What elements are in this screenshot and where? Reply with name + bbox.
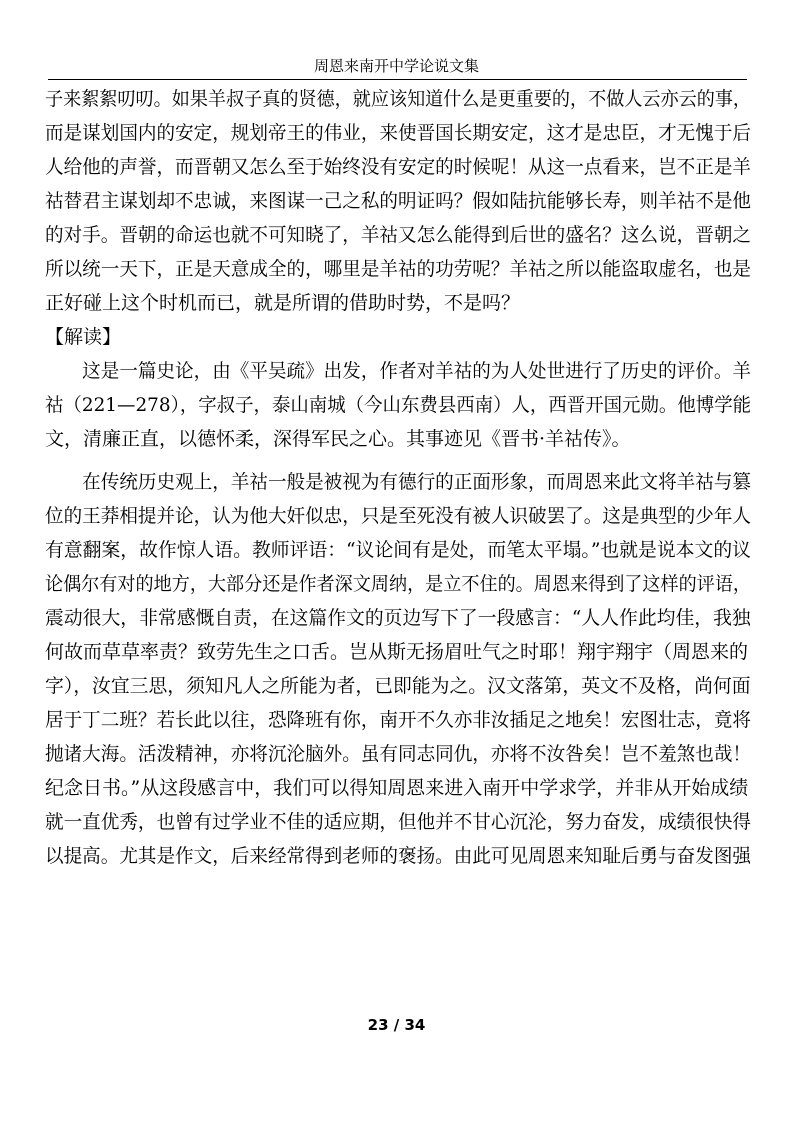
text-line: 有意翻案，故作惊人语。教师评语：“议论间有是处，而笔太平塌。”也就是说本文的议 (45, 539, 751, 561)
commentary-paragraph-1 (45, 354, 755, 456)
text-line: 这是一篇史论，由《平吴疏》出发，作者对羊祜的为人处世进行了历史的评价。羊 (45, 360, 751, 382)
text-line: 所以统一天下，正是天意成全的，哪里是羊祜的功劳呢？羊祜之所以能盗取虚名，也是 (45, 258, 751, 280)
header-rule (48, 79, 747, 80)
text-line: 子来絮絮叨叨。如果羊叔子真的贤德，就应该知道什么是更重要的，不做人云亦云的事， (45, 88, 752, 110)
running-title: 周恩来南开中学论说文集 (313, 57, 479, 75)
text-line: 人给他的声誉，而晋朝又怎么至于始终没有安定的时候呢！从这一点看来，岂不正是羊 (45, 156, 751, 178)
text-line: 何故而草草率责？致劳先生之口舌。岂从斯无扬眉吐气之时耶！翔宇翔宇（周恩来的 (45, 641, 749, 663)
text-line: 祜（221—278），字叔子，泰山南城（今山东费县西南）人，西晋开国元勋。他博学能 (45, 394, 752, 416)
section-heading: 【解读】 (45, 326, 122, 348)
text-line: 抛诸大海。活泼精神，亦将沉沦脑外。虽有同志同仇，亦将不汝咎矣！岂不羞煞也哉！ (45, 743, 751, 765)
text-line: 居于丁二班？若长此以往，恐降班有你，南开不久亦非汝插足之地矣！宏图壮志，竟将 (45, 709, 751, 731)
text-line: 而是谋划国内的安定，规划帝王的伟业，来使晋国长期安定，这才是忠臣，才无愧于后 (45, 122, 751, 144)
text-line: 祜替君主谋划却不忠诚，来图谋一己之私的明证吗？假如陆抗能够长寿，则羊祜不是他 (45, 190, 751, 212)
paragraph-gap (45, 456, 755, 465)
text-line: 以提高。尤其是作文，后来经常得到老师的褒扬。由此可见周恩来知耻后勇与奋发图强 (45, 845, 751, 867)
text-line: 字），汝宜三思，须知凡人之所能为者，已即能为之。汉文落第，英文不及格，尚何面 (45, 675, 751, 697)
page-number: 23 / 34 (367, 1016, 426, 1034)
text-line: 文，清廉正直，以德怀柔，深得军民之心。其事迹见《晋书·羊祜传》。 (45, 428, 631, 450)
text-line: 纪念日书。”从这段感言中，我们可以得知周恩来进入南开中学求学，并非从开始成绩 (45, 777, 749, 799)
text-line: 就一直优秀，也曾有过学业不佳的适应期，但他并不甘心沉沦，努力奋发，成绩很快得 (45, 811, 751, 833)
text-line: 的对手。晋朝的命运也就不可知晓了，羊祜又怎么能得到后世的盛名？这么说，晋朝之 (45, 224, 751, 246)
text-line: 位的王莽相提并论，认为他大奸似忠，只是至死没有被人识破罢了。这是典型的少年人 (45, 505, 751, 527)
text-line: 在传统历史观上，羊祜一般是被视为有德行的正面形象，而周恩来此文将羊祜与篡 (45, 471, 751, 493)
text-line: 论偶尔有对的地方，大部分还是作者深文周纳，是立不住的。周恩来得到了这样的评语， (45, 573, 752, 595)
translation-paragraph (45, 82, 755, 320)
text-line: 震动很大，非常感慨自责，在这篇作文的页边写下了一段感言：“人人作此均佳，我独 (45, 607, 751, 629)
text-line: 正好碰上这个时机而已，就是所谓的借助时势，不是吗？ (45, 292, 521, 314)
commentary-paragraph-2 (45, 465, 755, 873)
page-content (45, 82, 755, 873)
